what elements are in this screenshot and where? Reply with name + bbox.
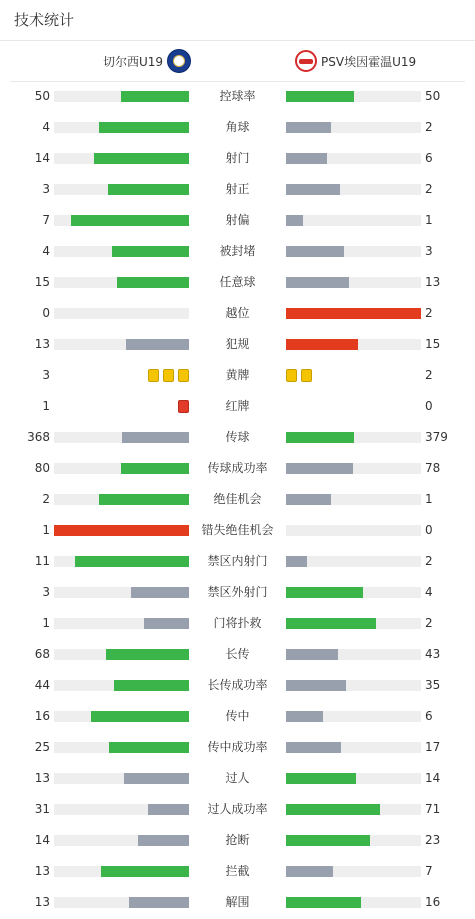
stat-row bbox=[0, 608, 475, 639]
home-stat-value: 15 bbox=[34, 275, 50, 289]
home-stat-value: 7 bbox=[42, 213, 50, 227]
stat-row bbox=[0, 856, 475, 887]
home-stat-bar-fill bbox=[124, 773, 189, 784]
home-stat-value: 13 bbox=[34, 337, 50, 351]
red-card-icon bbox=[178, 400, 189, 413]
away-stat-value: 2 bbox=[425, 306, 433, 320]
stat-row bbox=[0, 298, 475, 329]
away-stat-bar-fill bbox=[286, 246, 344, 257]
home-stat-bar bbox=[54, 866, 189, 877]
away-stat-bar bbox=[286, 525, 421, 536]
home-stat-value: 31 bbox=[34, 802, 50, 816]
stat-label: 禁区内射门 bbox=[207, 554, 268, 568]
home-stat-value: 3 bbox=[42, 368, 50, 382]
home-stat-bar bbox=[54, 215, 189, 226]
stat-label: 角球 bbox=[225, 120, 250, 134]
away-stat-bar-fill bbox=[286, 463, 353, 474]
home-stat-value: 4 bbox=[42, 120, 50, 134]
away-stat-value: 2 bbox=[425, 120, 433, 134]
stat-label: 绝佳机会 bbox=[213, 492, 262, 506]
home-stat-value: 25 bbox=[34, 740, 50, 754]
home-stat-bar bbox=[54, 587, 189, 598]
stat-row bbox=[0, 143, 475, 174]
yellow-card-icon bbox=[148, 369, 159, 382]
away-stat-bar bbox=[286, 556, 421, 567]
home-stat-value: 11 bbox=[34, 554, 50, 568]
away-stat-bar-fill bbox=[286, 308, 421, 319]
stat-label: 长传成功率 bbox=[207, 678, 268, 692]
stat-label: 长传 bbox=[225, 647, 250, 661]
stat-label: 传球 bbox=[225, 430, 250, 444]
away-team-name: PSV埃因霍温U19 bbox=[321, 54, 417, 69]
stat-label: 传球成功率 bbox=[207, 461, 268, 475]
yellow-card-icon bbox=[301, 369, 312, 382]
away-stat-bar-fill bbox=[286, 494, 331, 505]
stat-row bbox=[0, 81, 475, 112]
away-stat-value: 1 bbox=[425, 492, 433, 506]
home-stat-bar bbox=[54, 308, 189, 319]
home-stat-bar-fill bbox=[131, 587, 189, 598]
home-stat-bar-fill bbox=[101, 866, 189, 877]
stat-row bbox=[0, 453, 475, 484]
away-stat-bar bbox=[286, 463, 421, 474]
home-stat-value: 68 bbox=[34, 647, 50, 661]
home-stat-bar-fill bbox=[106, 649, 189, 660]
stat-label: 传中成功率 bbox=[207, 740, 268, 754]
home-stat-bar bbox=[54, 463, 189, 474]
away-stat-bar-fill bbox=[286, 122, 331, 133]
away-stat-bar bbox=[286, 587, 421, 598]
home-stat-value: 3 bbox=[42, 585, 50, 599]
stat-label: 错失绝佳机会 bbox=[201, 523, 274, 537]
away-stat-bar-fill bbox=[286, 773, 356, 784]
stat-label: 黄牌 bbox=[225, 368, 250, 382]
home-stat-value: 80 bbox=[34, 461, 50, 475]
stat-label: 禁区外射门 bbox=[207, 585, 268, 599]
home-stat-value: 13 bbox=[34, 771, 50, 785]
stat-row bbox=[0, 577, 475, 608]
stat-row bbox=[0, 763, 475, 794]
stat-label: 传中 bbox=[225, 709, 250, 723]
stat-row bbox=[0, 670, 475, 701]
away-stat-value: 2 bbox=[425, 616, 433, 630]
stat-row bbox=[0, 391, 475, 422]
away-stat-bar-fill bbox=[286, 153, 327, 164]
away-stat-bar bbox=[286, 277, 421, 288]
away-stat-bar-fill bbox=[286, 804, 380, 815]
home-stat-bar-fill bbox=[91, 711, 189, 722]
away-stat-value: 0 bbox=[425, 399, 433, 413]
home-stat-bar bbox=[54, 897, 189, 908]
yellow-card-icon bbox=[163, 369, 174, 382]
stat-label: 射正 bbox=[225, 182, 250, 196]
home-stat-bar-fill bbox=[121, 463, 189, 474]
away-stat-bar bbox=[286, 153, 421, 164]
away-stat-value: 3 bbox=[425, 244, 433, 258]
team-header bbox=[10, 41, 465, 82]
home-stat-bar bbox=[54, 246, 189, 257]
stat-row bbox=[0, 267, 475, 298]
away-stat-value: 13 bbox=[425, 275, 441, 289]
stat-row bbox=[0, 484, 475, 515]
home-stat-bar bbox=[54, 122, 189, 133]
away-stat-bar-fill bbox=[286, 184, 340, 195]
stat-row bbox=[0, 639, 475, 670]
home-stat-bar-fill bbox=[114, 680, 189, 691]
away-stat-bar bbox=[286, 494, 421, 505]
away-stat-bar bbox=[286, 432, 421, 443]
stat-row bbox=[0, 546, 475, 577]
home-stat-value: 0 bbox=[42, 306, 50, 320]
home-stat-bar bbox=[54, 339, 189, 350]
away-stat-bar-fill bbox=[286, 556, 307, 567]
away-stat-bar bbox=[286, 339, 421, 350]
away-stat-bar bbox=[286, 773, 421, 784]
home-stat-bar-fill bbox=[138, 835, 189, 846]
away-stat-value: 16 bbox=[425, 895, 441, 909]
home-stat-bar bbox=[54, 835, 189, 846]
away-stat-value: 15 bbox=[425, 337, 441, 351]
away-stat-value: 23 bbox=[425, 833, 441, 847]
away-stat-bar-fill bbox=[286, 835, 370, 846]
chelsea-crest-icon bbox=[167, 49, 191, 73]
home-stat-bar bbox=[54, 184, 189, 195]
stat-label: 解围 bbox=[225, 895, 250, 909]
stat-label: 控球率 bbox=[219, 89, 256, 103]
home-stat-bar-fill bbox=[144, 618, 189, 629]
home-stat-bar bbox=[54, 277, 189, 288]
home-stat-bar bbox=[54, 432, 189, 443]
away-stat-bar bbox=[286, 91, 421, 102]
away-stat-bar bbox=[286, 897, 421, 908]
away-stat-bar bbox=[286, 711, 421, 722]
yellow-card-icon bbox=[286, 369, 297, 382]
home-cards bbox=[148, 369, 189, 382]
away-stat-bar bbox=[286, 184, 421, 195]
away-stat-value: 4 bbox=[425, 585, 433, 599]
home-stat-bar bbox=[54, 494, 189, 505]
stat-row bbox=[0, 515, 475, 546]
home-stat-value: 14 bbox=[34, 151, 50, 165]
away-stat-bar-fill bbox=[286, 587, 363, 598]
home-stat-bar-fill bbox=[129, 897, 189, 908]
stat-label: 犯规 bbox=[225, 337, 250, 351]
away-stat-bar bbox=[286, 308, 421, 319]
home-stat-value: 1 bbox=[42, 523, 50, 537]
home-stat-bar-fill bbox=[122, 432, 189, 443]
stat-row bbox=[0, 329, 475, 360]
home-stat-bar-fill bbox=[109, 742, 189, 753]
stat-label: 过人 bbox=[225, 771, 250, 785]
home-stat-bar bbox=[54, 773, 189, 784]
away-stat-bar bbox=[286, 618, 421, 629]
stat-label: 被封堵 bbox=[219, 244, 256, 258]
home-stat-value: 50 bbox=[34, 89, 50, 103]
stat-row bbox=[0, 732, 475, 763]
stat-label: 抢断 bbox=[225, 833, 250, 847]
away-stat-value: 2 bbox=[425, 182, 433, 196]
away-stat-value: 2 bbox=[425, 368, 433, 382]
away-stat-value: 7 bbox=[425, 864, 433, 878]
home-team-name: 切尔西U19 bbox=[103, 54, 164, 69]
home-stat-value: 3 bbox=[42, 182, 50, 196]
home-stat-bar-fill bbox=[117, 277, 189, 288]
away-stat-value: 0 bbox=[425, 523, 433, 537]
home-stat-bar bbox=[54, 804, 189, 815]
away-stat-bar bbox=[286, 649, 421, 660]
away-stat-bar-fill bbox=[286, 649, 338, 660]
away-team[interactable] bbox=[291, 41, 416, 81]
away-stat-bar bbox=[286, 246, 421, 257]
home-stat-value: 14 bbox=[34, 833, 50, 847]
away-stat-bar bbox=[286, 680, 421, 691]
away-stat-value: 17 bbox=[425, 740, 441, 754]
home-stat-bar bbox=[54, 649, 189, 660]
away-stat-bar-fill bbox=[286, 742, 341, 753]
home-team[interactable] bbox=[103, 41, 195, 81]
home-stat-value: 2 bbox=[42, 492, 50, 506]
stat-row bbox=[0, 887, 475, 918]
stat-label: 过人成功率 bbox=[207, 802, 268, 816]
home-stat-value: 13 bbox=[34, 864, 50, 878]
home-stat-bar-fill bbox=[54, 525, 189, 536]
away-stat-bar-fill bbox=[286, 339, 358, 350]
away-stat-bar bbox=[286, 742, 421, 753]
away-stat-bar-fill bbox=[286, 680, 346, 691]
stat-row bbox=[0, 701, 475, 732]
away-stat-bar-fill bbox=[286, 866, 333, 877]
stat-row bbox=[0, 360, 475, 391]
away-stat-value: 14 bbox=[425, 771, 441, 785]
home-stat-value: 13 bbox=[34, 895, 50, 909]
away-stat-bar bbox=[286, 835, 421, 846]
away-stat-bar-fill bbox=[286, 897, 361, 908]
away-stat-bar bbox=[286, 122, 421, 133]
stat-label: 拦截 bbox=[225, 864, 250, 878]
away-stat-value: 35 bbox=[425, 678, 441, 692]
stat-label: 任意球 bbox=[219, 275, 256, 289]
away-stat-value: 6 bbox=[425, 709, 433, 723]
away-stat-value: 78 bbox=[425, 461, 441, 475]
home-stat-bar-fill bbox=[126, 339, 189, 350]
home-stat-bar-fill bbox=[99, 122, 189, 133]
away-stat-bar-fill bbox=[286, 215, 303, 226]
home-stat-value: 368 bbox=[27, 430, 50, 444]
home-stat-bar-fill bbox=[71, 215, 189, 226]
home-stat-bar bbox=[54, 711, 189, 722]
stat-label: 红牌 bbox=[225, 399, 250, 413]
home-stat-bar-fill bbox=[121, 91, 189, 102]
stat-row bbox=[0, 174, 475, 205]
away-stat-value: 43 bbox=[425, 647, 441, 661]
stat-row bbox=[0, 825, 475, 856]
stat-label: 射偏 bbox=[225, 213, 250, 227]
away-stat-bar bbox=[286, 215, 421, 226]
page-title: 技术统计 bbox=[14, 11, 75, 29]
away-stat-bar-fill bbox=[286, 432, 354, 443]
away-stat-bar bbox=[286, 804, 421, 815]
yellow-card-icon bbox=[178, 369, 189, 382]
home-stat-bar bbox=[54, 153, 189, 164]
away-stat-bar-fill bbox=[286, 91, 354, 102]
home-stat-bar-fill bbox=[75, 556, 189, 567]
home-stat-value: 44 bbox=[34, 678, 50, 692]
home-stat-bar bbox=[54, 91, 189, 102]
away-stat-value: 1 bbox=[425, 213, 433, 227]
stat-label: 越位 bbox=[225, 306, 250, 320]
home-stat-value: 1 bbox=[42, 399, 50, 413]
away-stat-bar-fill bbox=[286, 711, 323, 722]
away-stat-bar bbox=[286, 866, 421, 877]
home-stat-bar bbox=[54, 556, 189, 567]
stat-label: 门将扑救 bbox=[213, 616, 262, 630]
stat-label: 射门 bbox=[225, 151, 250, 165]
away-stat-value: 71 bbox=[425, 802, 441, 816]
home-stat-bar bbox=[54, 680, 189, 691]
away-stat-bar-fill bbox=[286, 618, 376, 629]
home-stat-bar-fill bbox=[108, 184, 189, 195]
away-cards bbox=[286, 369, 312, 382]
away-stat-bar-fill bbox=[286, 277, 349, 288]
stat-row bbox=[0, 422, 475, 453]
home-stat-bar bbox=[54, 525, 189, 536]
away-stat-value: 2 bbox=[425, 554, 433, 568]
home-stat-bar-fill bbox=[94, 153, 189, 164]
stat-row bbox=[0, 794, 475, 825]
home-stat-bar-fill bbox=[99, 494, 189, 505]
home-stat-bar-fill bbox=[148, 804, 189, 815]
home-stat-value: 16 bbox=[34, 709, 50, 723]
away-stat-value: 379 bbox=[425, 430, 448, 444]
stat-row bbox=[0, 205, 475, 236]
home-stat-bar bbox=[54, 742, 189, 753]
home-cards bbox=[178, 400, 189, 413]
home-stat-bar-fill bbox=[112, 246, 189, 257]
away-stat-value: 50 bbox=[425, 89, 441, 103]
home-stat-value: 1 bbox=[42, 616, 50, 630]
psv-crest-icon bbox=[295, 50, 317, 72]
stat-row bbox=[0, 112, 475, 143]
stat-row bbox=[0, 236, 475, 267]
home-stat-bar bbox=[54, 618, 189, 629]
away-stat-value: 6 bbox=[425, 151, 433, 165]
home-stat-value: 4 bbox=[42, 244, 50, 258]
